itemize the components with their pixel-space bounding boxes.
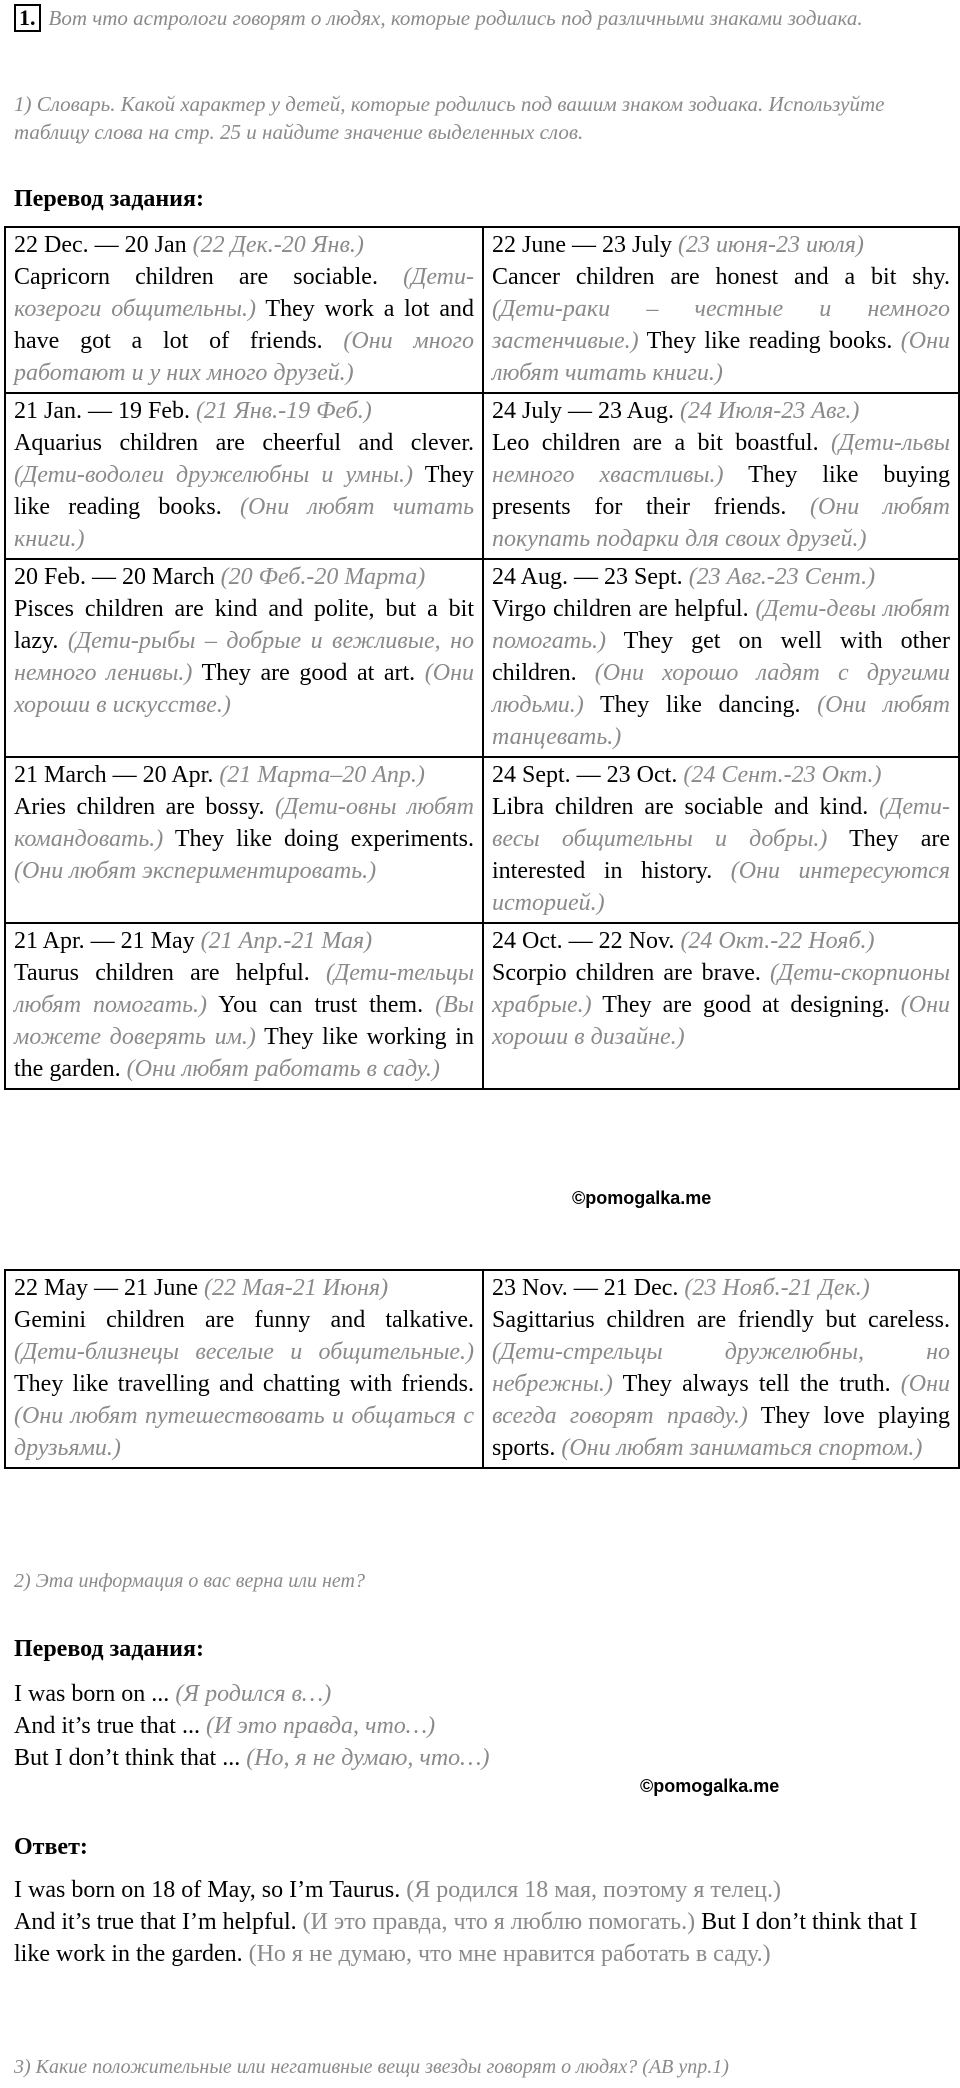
answer-ru: (Я родился 18 мая, поэтому я телец.) xyxy=(406,1877,781,1903)
phrase-ru: (Но, я не думаю, что…) xyxy=(246,1745,490,1771)
zodiac-text-en: Scorpio children are brave. xyxy=(492,960,761,986)
zodiac-text-ru: (Они любят экспериментировать.) xyxy=(14,858,377,884)
zodiac-text-en: They like buying presents for their friends. xyxy=(492,462,950,520)
task-intro-text: Вот что астрологи говорят о людях, которые родились под различными знаками зодиака. xyxy=(48,6,863,30)
zodiac-text-en: Taurus children are helpful. xyxy=(14,960,310,986)
table-row xyxy=(5,1270,959,1468)
zodiac-text-en: They like working in the garden. xyxy=(14,1024,474,1082)
zodiac-text-ru: (Дети-козероги общительны.) xyxy=(14,264,474,322)
zodiac-text-en: They are good at art. xyxy=(201,660,416,686)
zodiac-text-en: Leo children are a bit boastful. xyxy=(492,430,819,456)
zodiac-text-ru: (Они любят покупать подарки для своих друзей.) xyxy=(492,494,951,552)
zodiac-table-1 xyxy=(4,226,960,1090)
zodiac-date: 24 Oct. — 22 Nov. xyxy=(492,928,675,954)
zodiac-text-en: They always tell the truth. xyxy=(622,1371,891,1397)
zodiac-date-ru: (21 Марта–20 Апр.) xyxy=(219,762,425,788)
zodiac-date: 24 Aug. — 23 Sept. xyxy=(492,564,683,590)
table-row xyxy=(5,923,959,1089)
zodiac-text-en: Aries children are bossy. xyxy=(14,794,265,820)
zodiac-text-en: They are good at designing. xyxy=(602,992,890,1018)
zodiac-date-ru: (23 июня-23 июля) xyxy=(678,232,864,258)
zodiac-text-ru: (Вы можете доверять им.) xyxy=(14,992,475,1050)
zodiac-date: 24 July — 23 Aug. xyxy=(492,398,675,424)
zodiac-cell xyxy=(5,1270,483,1468)
table-row xyxy=(5,757,959,923)
zodiac-cell xyxy=(5,923,483,1089)
answer-en: I was born on 18 of May, so I’m Taurus. xyxy=(14,1877,401,1903)
phrase-line xyxy=(14,1678,490,1710)
zodiac-text-ru: (Дети-девы любят помогать.) xyxy=(492,596,950,654)
zodiac-text-en: Libra children are sociable and kind. xyxy=(492,794,869,820)
zodiac-date: 22 June — 23 July xyxy=(492,232,672,258)
zodiac-text-en: They like reading books. xyxy=(646,328,893,354)
zodiac-text-ru: (Они любят читать книги.) xyxy=(14,494,475,552)
zodiac-text-en: Aquarius children are cheerful and clever. xyxy=(14,430,474,456)
phrase-ru: (И это правда, что…) xyxy=(205,1713,436,1739)
zodiac-date-ru: (24 Окт.-22 Нояб.) xyxy=(680,928,875,954)
phrase-line xyxy=(14,1742,490,1774)
answer-en: But I don’t think that I like work in the garden. xyxy=(14,1909,918,1967)
zodiac-text-ru: (Они любят работать в саду.) xyxy=(126,1056,440,1082)
zodiac-date: 24 Sept. — 23 Oct. xyxy=(492,762,678,788)
zodiac-text-ru: (Они любят танцевать.) xyxy=(492,692,951,750)
zodiac-date-ru: (22 Мая-21 Июня) xyxy=(203,1275,389,1301)
answer-ru: (И это правда, что я люблю помогать.) xyxy=(302,1909,696,1935)
phrase-list xyxy=(14,1678,490,1774)
zodiac-text-ru: (Они всегда говорят правду.) xyxy=(492,1371,950,1429)
zodiac-text-en: Sagittarius children are friendly but careless. xyxy=(492,1307,950,1333)
zodiac-text-ru: (Дети-весы общительны и добры.) xyxy=(492,794,951,852)
zodiac-text-en: They love playing sports. xyxy=(492,1403,950,1461)
zodiac-text-en: They are interested in history. xyxy=(492,826,950,884)
answer-text xyxy=(14,1874,944,1970)
zodiac-cell xyxy=(5,393,483,559)
zodiac-table-2 xyxy=(4,1269,960,1469)
watermark: ©pomogalka.me xyxy=(640,1776,780,1796)
answer-ru: (Но я не думаю, что мне нравится работать в саду.) xyxy=(248,1941,771,1967)
zodiac-text-ru: (Дети-стрельцы дружелюбны, но небрежны.) xyxy=(492,1339,950,1397)
task-sub2: 2) Эта информация о вас верна или нет? xyxy=(14,1570,365,1592)
task-number: 1. xyxy=(14,4,41,32)
zodiac-cell xyxy=(483,393,959,559)
zodiac-cell xyxy=(5,559,483,757)
zodiac-cell xyxy=(5,757,483,923)
phrase-ru: (Я родился в…) xyxy=(175,1681,332,1707)
answer-en: And it’s true that I’m helpful. xyxy=(14,1909,297,1935)
zodiac-text-ru: (Они много работают и у них много друзей.) xyxy=(14,328,474,386)
zodiac-text-en: Cancer children are honest and a bit shy. xyxy=(492,264,950,290)
task-sub1: 1) Словарь. Какой характер у детей, которые родились под вашим знаком зодиака. Используйте таблицу слова на стр. 25 и найдите значение выделенных слов. xyxy=(14,92,885,144)
zodiac-text-en: They like travelling and chatting with friends. xyxy=(14,1371,474,1397)
zodiac-text-ru: (Дети-рыбы – добрые и вежливые, но немного ленивы.) xyxy=(14,628,475,686)
zodiac-date: 21 Jan. — 19 Feb. xyxy=(14,398,190,424)
answer-heading: Ответ: xyxy=(14,1834,88,1860)
zodiac-text-en: You can trust them. xyxy=(218,992,424,1018)
zodiac-text-ru: (Дети-раки – честные и немного застенчивые.) xyxy=(492,296,950,354)
zodiac-text-ru: (Они хорошо ладят с другими людьми.) xyxy=(492,660,950,718)
zodiac-text-en: They work a lot and have got a lot of friends. xyxy=(14,296,474,354)
zodiac-date-ru: (23 Авг.-23 Сент.) xyxy=(688,564,876,590)
phrase-en: But I don’t think that ... xyxy=(14,1745,241,1771)
zodiac-date-ru: (22 Дек.-20 Янв.) xyxy=(192,232,364,258)
zodiac-cell xyxy=(483,227,959,393)
zodiac-cell xyxy=(483,559,959,757)
zodiac-text-en: They like reading books. xyxy=(14,462,474,520)
task-intro xyxy=(14,4,944,32)
zodiac-date-ru: (23 Нояб.-21 Дек.) xyxy=(684,1275,870,1301)
zodiac-date: 22 Dec. — 20 Jan xyxy=(14,232,187,258)
table-row xyxy=(5,393,959,559)
translation-heading-1: Перевод задания: xyxy=(14,186,204,212)
zodiac-date-ru: (20 Феб.-20 Марта) xyxy=(220,564,426,590)
zodiac-text-ru: (Они интересуются историей.) xyxy=(492,858,950,916)
watermark: ©pomogalka.me xyxy=(572,1188,712,1208)
phrase-en: And it’s true that ... xyxy=(14,1713,200,1739)
zodiac-text-en: They like dancing. xyxy=(599,692,801,718)
zodiac-date-ru: (24 Сент.-23 Окт.) xyxy=(683,762,882,788)
zodiac-cell xyxy=(483,923,959,1089)
zodiac-text-ru: (Дети-тельцы любят помогать.) xyxy=(14,960,474,1018)
zodiac-date: 21 Apr. — 21 May xyxy=(14,928,195,954)
zodiac-text-ru: (Дети-львы немного хвастливы.) xyxy=(492,430,951,488)
zodiac-text-ru: (Они хороши в дизайне.) xyxy=(492,992,951,1050)
zodiac-cell xyxy=(483,757,959,923)
zodiac-text-en: Virgo children are helpful. xyxy=(492,596,749,622)
zodiac-text-en: They like doing experiments. xyxy=(174,826,474,852)
zodiac-text-ru: (Они любят заниматься спортом.) xyxy=(561,1435,923,1461)
zodiac-text-en: Gemini children are funny and talkative. xyxy=(14,1307,474,1333)
zodiac-date-ru: (21 Апр.-21 Мая) xyxy=(200,928,373,954)
table-row xyxy=(5,559,959,757)
zodiac-cell xyxy=(483,1270,959,1468)
phrase-line xyxy=(14,1710,490,1742)
zodiac-text-en: Pisces children are kind and polite, but a bit lazy. xyxy=(14,596,474,654)
zodiac-date-ru: (21 Янв.-19 Феб.) xyxy=(196,398,372,424)
phrase-en: I was born on ... xyxy=(14,1681,170,1707)
zodiac-date: 23 Nov. — 21 Dec. xyxy=(492,1275,679,1301)
zodiac-text-ru: (Дети-овны любят командовать.) xyxy=(14,794,474,852)
table-row xyxy=(5,227,959,393)
zodiac-date: 22 May — 21 June xyxy=(14,1275,198,1301)
zodiac-text-ru: (Они хороши в искусстве.) xyxy=(14,660,474,718)
zodiac-text-ru: (Они любят путешествовать и общаться с друзьями.) xyxy=(14,1403,474,1461)
zodiac-text-en: They get on well with other children. xyxy=(492,628,950,686)
zodiac-text-ru: (Дети-близнецы веселые и общительные.) xyxy=(14,1339,474,1365)
zodiac-text-ru: (Они любят читать книги.) xyxy=(492,328,950,386)
zodiac-text-en: Capricorn children are sociable. xyxy=(14,264,378,290)
translation-heading-2: Перевод задания: xyxy=(14,1636,204,1662)
zodiac-cell xyxy=(5,227,483,393)
zodiac-text-ru: (Дети-скорпионы храбрые.) xyxy=(492,960,950,1018)
zodiac-date-ru: (24 Июля-23 Авг.) xyxy=(680,398,860,424)
zodiac-date: 20 Feb. — 20 March xyxy=(14,564,215,590)
zodiac-date: 21 March — 20 Apr. xyxy=(14,762,214,788)
task-sub3: 3) Какие положительные или негативные вещи звезды говорят о людях? (AB упр.1) xyxy=(14,2056,729,2078)
zodiac-text-ru: (Дети-водолеи дружелюбны и умны.) xyxy=(14,462,414,488)
